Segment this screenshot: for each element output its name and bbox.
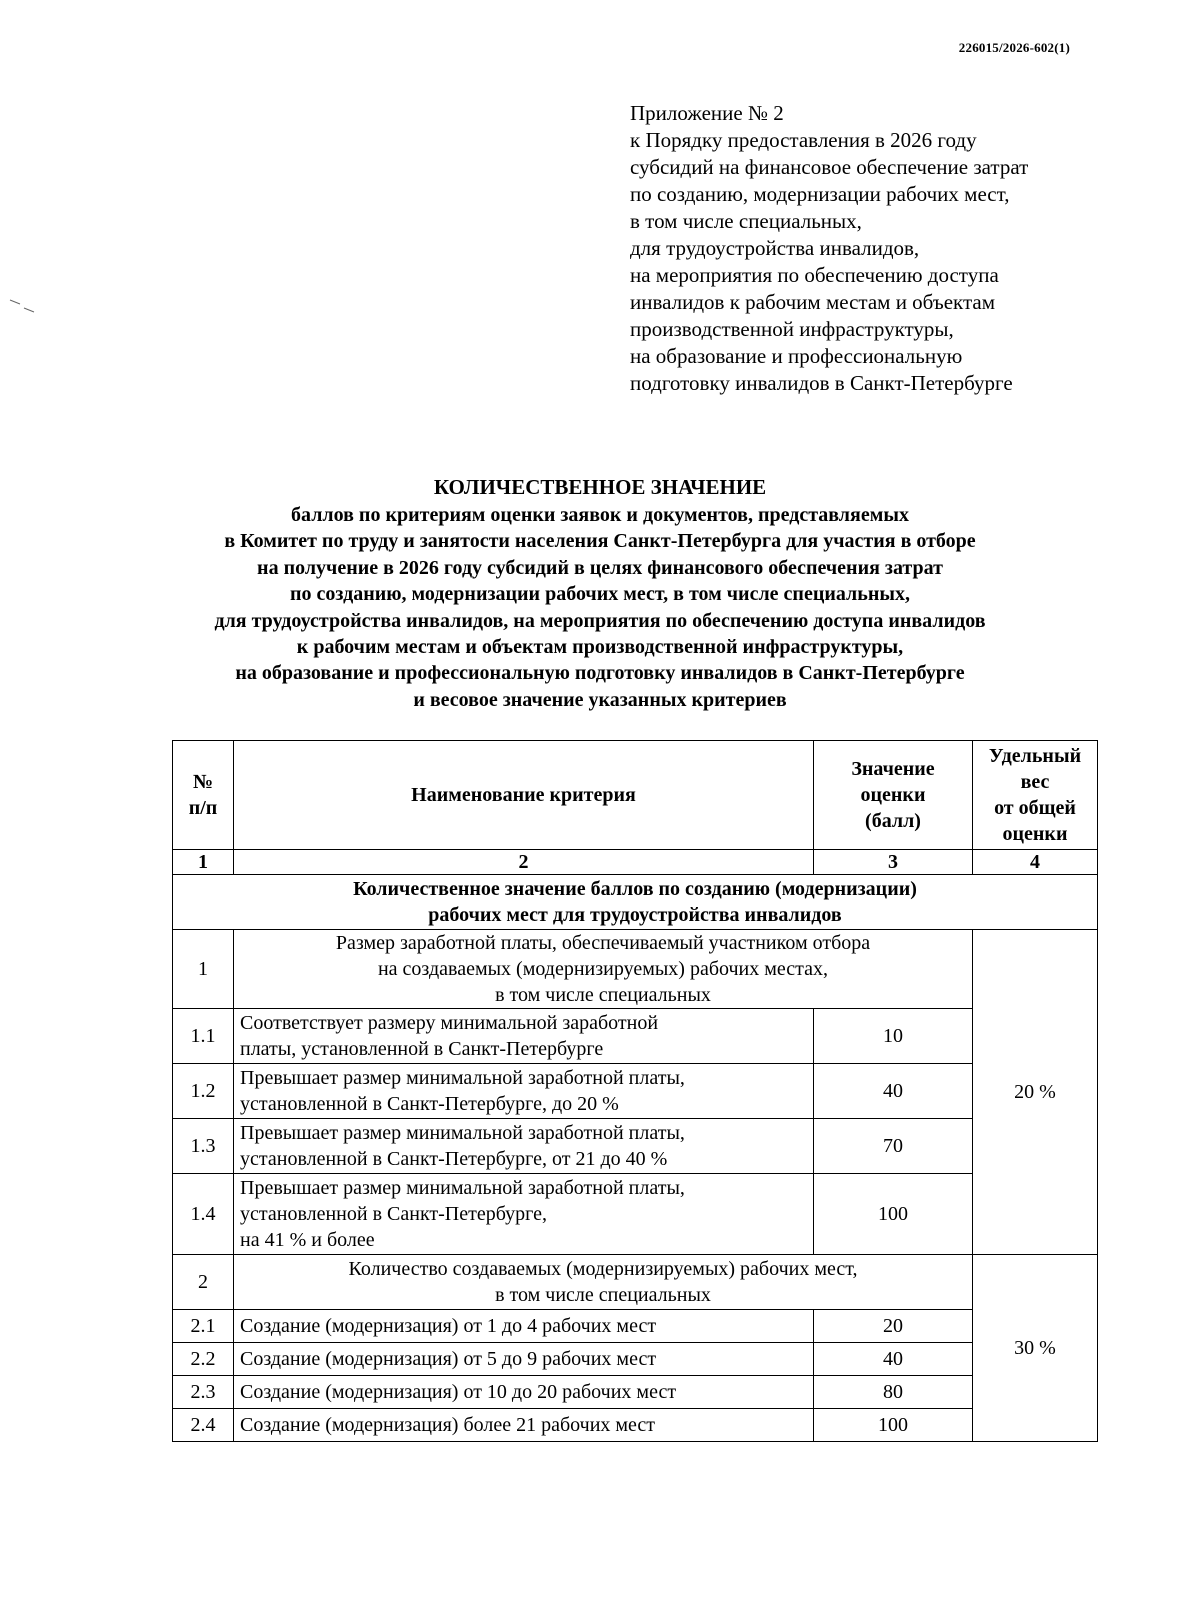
table-header-row [173,741,1098,850]
item-score: 40 [814,1064,973,1119]
header-weight: Удельный вес от общей оценки [973,741,1098,850]
item-score: 10 [814,1009,973,1064]
item-text: Превышает размер минимальной заработной платы, установленной в Санкт-Петербурге, на 41 % и более [234,1174,814,1255]
column-number: 1 [173,850,234,875]
item-score: 80 [814,1376,973,1409]
column-number-row [173,850,1098,875]
item-number: 1.4 [173,1174,234,1255]
item-number: 2.3 [173,1376,234,1409]
item-number: 1.2 [173,1064,234,1119]
heading-line: на образование и профессиональную подготовку инвалидов в Санкт-Петербурге [235,662,965,685]
appendix-line: к Порядку предоставления в 2026 году [630,128,977,152]
group-weight: 20 % [973,930,1098,1255]
item-score: 40 [814,1343,973,1376]
table-row [173,1255,1098,1310]
heading-line: баллов по критериям оценки заявок и документов, представляемых [291,504,909,526]
item-text: Создание (модернизация) более 21 рабочих мест [234,1409,814,1442]
item-score: 100 [814,1174,973,1255]
appendix-line: Приложение № 2 [630,101,784,125]
appendix-line: субсидий на финансовое обеспечение затрат [630,155,1029,179]
table-row [173,1343,1098,1376]
table-row [173,930,1098,1009]
item-number: 2.2 [173,1343,234,1376]
item-text: Создание (модернизация) от 1 до 4 рабочих мест [234,1310,814,1343]
item-score: 20 [814,1310,973,1343]
heading-line: в Комитет по труду и занятости населения Санкт-Петербурга для участия в отборе [224,530,976,553]
column-number: 4 [973,850,1098,875]
column-number: 3 [814,850,973,875]
heading-line: по созданию, модернизации рабочих мест, в том числе специальных, [290,583,910,606]
column-number: 2 [234,850,814,875]
header-criterion-name: Наименование критерия [234,741,814,850]
item-score: 70 [814,1119,973,1174]
heading-line: к рабочим местам и объектам производственной инфраструктуры, [296,636,904,659]
item-text: Превышает размер минимальной заработной платы, установленной в Санкт-Петербурге, от 21 до 40 % [234,1119,814,1174]
criteria-table [172,740,1098,1442]
appendix-line: по созданию, модернизации рабочих мест, [630,182,1010,206]
group-number: 2 [173,1255,234,1310]
table-row [173,1376,1098,1409]
item-score: 100 [814,1409,973,1442]
section-title: Количественное значение баллов по созданию (модернизации) рабочих мест для трудоустройства инвалидов [173,875,1098,930]
group-weight: 30 % [973,1255,1098,1442]
appendix-line: в том числе специальных, [630,209,862,233]
table-row [173,1119,1098,1174]
appendix-line: подготовку инвалидов в Санкт-Петербурге [630,371,1013,395]
appendix-line: на мероприятия по обеспечению доступа [630,263,999,287]
group-number: 1 [173,930,234,1009]
item-number: 2.1 [173,1310,234,1343]
heading-line: и весовое значение указанных критериев [413,688,787,711]
appendix-line: на образование и профессиональную [630,344,963,368]
scan-artifact-mark [8,298,36,314]
table-row [173,1310,1098,1343]
appendix-block [630,100,1150,397]
appendix-line: инвалидов к рабочим местам и объектам [630,290,995,314]
header-score: Значение оценки (балл) [814,741,973,850]
group-title: Размер заработной платы, обеспечиваемый участником отбора на создаваемых (модернизируемых) рабочих местах, в том числе специальных [234,930,973,1009]
group-title: Количество создаваемых (модернизируемых) рабочих мест, в том числе специальных [234,1255,973,1310]
table-row [173,1009,1098,1064]
document-id: 226015/2026-602(1) [958,40,1070,55]
appendix-line: для трудоустройства инвалидов, [630,236,920,260]
appendix-line: производственной инфраструктуры, [630,317,954,341]
item-text: Превышает размер минимальной заработной платы, установленной в Санкт-Петербурге, до 20 % [234,1064,814,1119]
heading-line: на получение в 2026 году субсидий в целях финансового обеспечения затрат [257,556,943,579]
table-row [173,1064,1098,1119]
item-text: Создание (модернизация) от 5 до 9 рабочих мест [234,1343,814,1376]
heading-title: КОЛИЧЕСТВЕННОЕ ЗНАЧЕНИЕ [433,475,767,499]
document-heading [100,472,1100,713]
item-number: 1.3 [173,1119,234,1174]
header-num: № п/п [173,741,234,850]
item-number: 1.1 [173,1009,234,1064]
table-row [173,1174,1098,1255]
section-title-row [173,875,1098,930]
item-text: Создание (модернизация) от 10 до 20 рабочих мест [234,1376,814,1409]
table-row [173,1409,1098,1442]
item-number: 2.4 [173,1409,234,1442]
heading-line: для трудоустройства инвалидов, на мероприятия по обеспечению доступа инвалидов [214,609,986,632]
item-text: Соответствует размеру минимальной заработной платы, установленной в Санкт-Петербурге [234,1009,814,1064]
